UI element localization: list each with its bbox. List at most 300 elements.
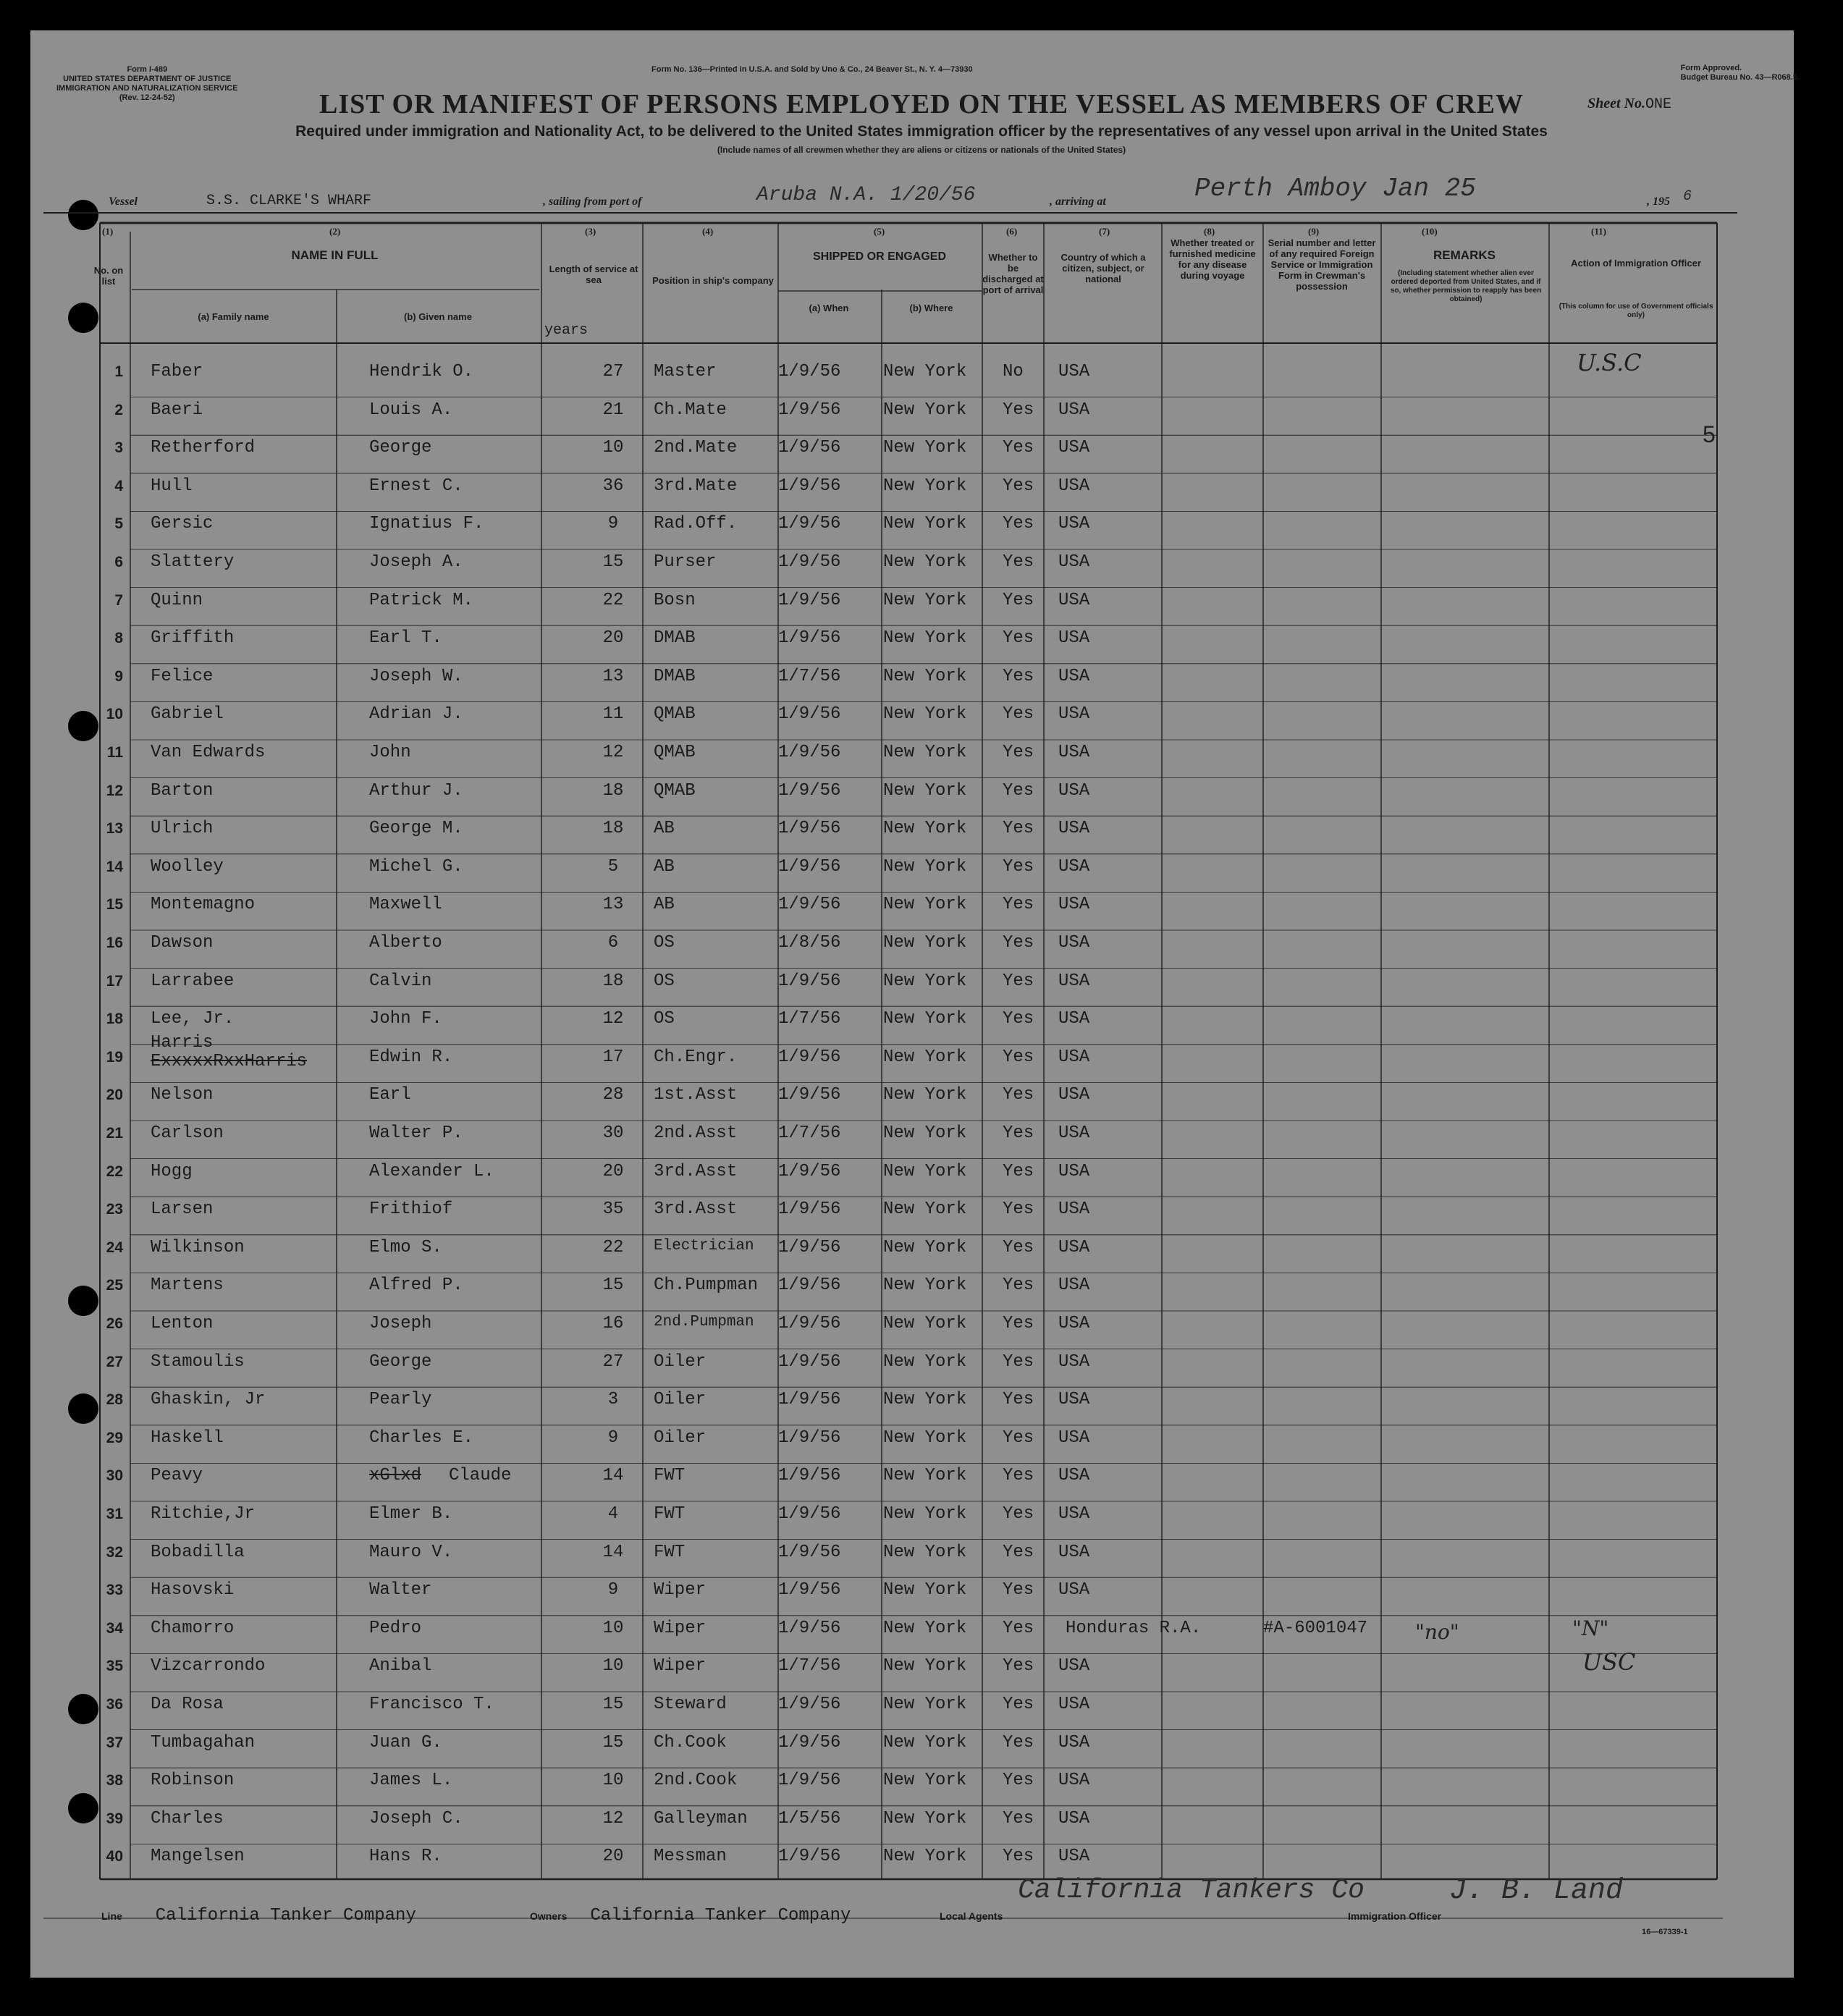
page-title: LIST OR MANIFEST OF PERSONS EMPLOYED ON THE VESSEL AS MEMBERS OF CREW [319, 89, 1524, 119]
crew-years: 30 [602, 1123, 624, 1143]
crew-shipped-where: New York [883, 1618, 967, 1638]
crew-position: QMAB [654, 780, 696, 801]
crew-shipped-when: 1/9/56 [778, 1771, 841, 1791]
struck-family-name: ExxxxxRxxHarris [151, 1051, 308, 1071]
row-number: 37 [106, 1734, 123, 1751]
crew-country: USA [1058, 1123, 1090, 1143]
row-number: 9 [114, 667, 123, 685]
owners-label: Owners [530, 1910, 568, 1922]
crew-discharged: Yes [1003, 1314, 1034, 1333]
crew-row [101, 1420, 1737, 1457]
header-shipped: SHIPPED OR ENGAGED [812, 250, 947, 263]
crew-family-name: Haskell [151, 1427, 224, 1448]
crew-family-name: Lenton [151, 1314, 214, 1333]
crew-position: Wiper [654, 1618, 707, 1638]
crew-position: Rad.Off. [654, 514, 738, 534]
crew-discharged: Yes [1003, 1275, 1034, 1296]
crew-position: Messman [654, 1847, 727, 1867]
crew-family-name: Tumbagahan [151, 1732, 256, 1753]
crew-position: Ch.Mate [654, 400, 727, 420]
crew-given-name: Mauro V. [369, 1542, 453, 1562]
row-number: 26 [106, 1315, 123, 1332]
crew-given-name: Francisco T. [369, 1695, 494, 1714]
crew-given-name: Louis A. [369, 400, 453, 420]
crew-country: USA [1058, 1009, 1090, 1029]
crew-years: 28 [602, 1085, 624, 1105]
crew-years: 14 [602, 1542, 624, 1562]
crew-shipped-when: 1/9/56 [778, 1695, 841, 1714]
col-num: (1) [102, 226, 114, 237]
crew-family-name: Robinson [151, 1771, 235, 1791]
crew-family-name: Quinn [151, 590, 203, 610]
crew-country: USA [1058, 1351, 1090, 1372]
row-number: 4 [114, 477, 123, 494]
row-number: 8 [114, 630, 123, 647]
crew-position: Oiler [654, 1427, 707, 1448]
crew-shipped-where: New York [883, 819, 967, 839]
year-value: 6 [1683, 188, 1692, 205]
crew-shipped-where: New York [883, 1314, 967, 1333]
crew-years: 9 [607, 514, 619, 534]
crew-years: 9 [607, 1580, 619, 1600]
crew-row [101, 392, 1737, 429]
crew-family-name: Gersic [151, 514, 214, 534]
crew-family-name: Wilkinson [151, 1237, 245, 1257]
crew-position: FWT [654, 1542, 686, 1562]
crew-shipped-when: 1/9/56 [778, 1466, 841, 1486]
crew-row [101, 1457, 1737, 1495]
budget-bureau: Budget Bureau No. 43—R068.5. [1680, 73, 1800, 82]
crew-shipped-where: New York [883, 971, 967, 991]
crew-given-name: Calvin [369, 971, 432, 991]
crew-shipped-where: New York [883, 780, 967, 801]
crew-given-name: Pearly [369, 1390, 432, 1410]
crew-country: USA [1058, 400, 1090, 420]
crew-discharged: Yes [1003, 1847, 1034, 1867]
crew-discharged: Yes [1003, 1580, 1034, 1600]
printer-note: Form No. 136—Printed in U.S.A. and Sold by Uno & Co., 24 Beaver St., N. Y. 4—73930 [651, 65, 973, 74]
line-value: California Tanker Company [155, 1906, 416, 1926]
crew-row [101, 848, 1737, 886]
crew-shipped-where: New York [883, 1275, 967, 1296]
crew-years: 21 [602, 400, 624, 420]
crew-country: USA [1058, 895, 1090, 915]
crew-shipped-when: 1/9/56 [778, 780, 841, 801]
sheet-value: ONE [1645, 96, 1672, 113]
crew-years: 20 [602, 628, 624, 649]
crew-shipped-when: 1/9/56 [778, 1275, 841, 1296]
col-num: (7) [1099, 226, 1110, 237]
row-number: 25 [106, 1277, 123, 1294]
crew-given-name: George [369, 438, 432, 458]
crew-position: 3rd.Asst [654, 1161, 738, 1181]
crew-family-name: Faber [151, 362, 203, 381]
header-no: No. on list [93, 265, 124, 287]
crew-shipped-where: New York [883, 856, 967, 877]
vessel-name: S.S. CLARKE'S WHARF [206, 193, 372, 209]
department: UNITED STATES DEPARTMENT OF JUSTICE [63, 75, 232, 83]
crew-family-name: Da Rosa [151, 1695, 224, 1714]
crew-given-name: Michel G. [369, 856, 463, 877]
crew-family-name: Chamorro [151, 1618, 235, 1638]
crew-family-name: Hasovski [151, 1580, 235, 1600]
row-number: 15 [106, 896, 123, 914]
crew-family-name: Harris [151, 1032, 214, 1053]
officer-label: Immigration Officer [1348, 1910, 1442, 1922]
crew-given-name: George [369, 1351, 432, 1372]
crew-family-name: Martens [151, 1275, 224, 1296]
crew-shipped-when: 1/9/56 [778, 1504, 841, 1524]
crew-family-name: Gabriel [151, 704, 224, 725]
crew-family-name: Griffith [151, 628, 235, 649]
crew-position: DMAB [654, 666, 696, 686]
crew-years: 20 [602, 1847, 624, 1867]
row-number: 29 [106, 1429, 123, 1446]
header-family: (a) Family name [198, 311, 269, 322]
crew-position: 1st.Asst [654, 1085, 738, 1105]
crew-family-name: Ritchie,Jr [151, 1504, 256, 1524]
crew-position: AB [654, 895, 675, 915]
crew-years: 10 [602, 1656, 624, 1677]
crew-position: 2nd.Asst [654, 1123, 738, 1143]
row-number: 34 [106, 1619, 123, 1637]
crew-row [101, 582, 1737, 620]
crew-shipped-where: New York [883, 1009, 967, 1029]
crew-discharged: No [1003, 362, 1024, 381]
crew-family-name: Hull [151, 476, 193, 496]
crew-years: 27 [602, 1351, 624, 1372]
crew-shipped-when: 1/7/56 [778, 1656, 841, 1677]
crew-shipped-when: 1/9/56 [778, 895, 841, 915]
crew-discharged: Yes [1003, 1656, 1034, 1677]
row-number: 23 [106, 1201, 123, 1218]
crew-position: Master [654, 362, 717, 381]
annotation-action: "N" [1572, 1616, 1609, 1640]
crew-family-name: Slattery [151, 552, 235, 572]
crew-years: 10 [602, 438, 624, 458]
crew-shipped-when: 1/7/56 [778, 666, 841, 686]
crew-discharged: Yes [1003, 552, 1034, 572]
crew-family-name: Felice [151, 666, 214, 686]
crew-discharged: Yes [1003, 1771, 1034, 1791]
crew-years: 13 [602, 666, 624, 686]
crew-discharged: Yes [1003, 400, 1034, 420]
crew-shipped-where: New York [883, 1161, 967, 1181]
crew-country: USA [1058, 1275, 1090, 1296]
crew-shipped-when: 1/9/56 [778, 590, 841, 610]
crew-shipped-when: 1/9/56 [778, 1085, 841, 1105]
crew-row [101, 1267, 1737, 1304]
crew-shipped-where: New York [883, 1123, 967, 1143]
crew-years: 15 [602, 1695, 624, 1714]
crew-row [101, 1800, 1737, 1838]
revision: (Rev. 12-24-52) [119, 93, 175, 102]
crew-position: Bosn [654, 590, 696, 610]
crew-country: USA [1058, 552, 1090, 572]
crew-row [101, 734, 1737, 772]
crew-country: USA [1058, 780, 1090, 801]
crew-row [101, 772, 1737, 810]
crew-years: 17 [602, 1047, 624, 1067]
crew-row [101, 1686, 1737, 1724]
crew-given-name: Patrick M. [369, 590, 474, 610]
crew-position: FWT [654, 1466, 686, 1486]
service: IMMIGRATION AND NATURALIZATION SERVICE [56, 84, 238, 93]
required-statement: Required under immigration and Nationality Act, to be delivered to the United States immigration officer by the representatives of any vessel upon arrival in the United States [295, 123, 1548, 140]
annotation-remark: "no" [1415, 1620, 1459, 1644]
crew-shipped-when: 1/9/56 [778, 819, 841, 839]
crew-given-name: Ernest C. [369, 476, 463, 496]
crew-shipped-where: New York [883, 476, 967, 496]
crew-years: 27 [602, 362, 624, 381]
row-number: 14 [106, 858, 123, 875]
crew-position: Ch.Pumpman [654, 1275, 759, 1296]
crew-years: 18 [602, 819, 624, 839]
crew-shipped-when: 1/9/56 [778, 1047, 841, 1067]
crew-country: USA [1058, 971, 1090, 991]
crew-discharged: Yes [1003, 933, 1034, 953]
crew-discharged: Yes [1003, 1390, 1034, 1410]
crew-shipped-when: 1/7/56 [778, 1123, 841, 1143]
crew-discharged: Yes [1003, 1199, 1034, 1220]
crew-shipped-when: 1/9/56 [778, 628, 841, 649]
crew-shipped-when: 1/9/56 [778, 1580, 841, 1600]
header-given: (b) Given name [404, 311, 472, 322]
crew-shipped-where: New York [883, 1047, 967, 1067]
crew-shipped-where: New York [883, 1466, 967, 1486]
crew-row [101, 1076, 1737, 1114]
row-number: 24 [106, 1239, 123, 1256]
crew-discharged: Yes [1003, 1161, 1034, 1181]
crew-given-name: Adrian J. [369, 704, 463, 725]
crew-shipped-when: 1/9/56 [778, 400, 841, 420]
crew-family-name: Stamoulis [151, 1351, 245, 1372]
crew-position: Ch.Cook [654, 1732, 727, 1753]
col-num: (4) [702, 226, 714, 237]
crew-country: USA [1058, 1161, 1090, 1181]
crew-years: 4 [607, 1504, 619, 1524]
crew-country: USA [1058, 743, 1090, 762]
crew-position: QMAB [654, 704, 696, 725]
crew-row [101, 696, 1737, 733]
crew-shipped-when: 1/9/56 [778, 1390, 841, 1410]
crew-family-name: Ulrich [151, 819, 214, 839]
footer-owners [530, 1905, 851, 1926]
crew-given-name: Joseph C. [369, 1808, 463, 1829]
crew-years: 22 [602, 590, 624, 610]
crew-position: 3rd.Asst [654, 1199, 738, 1220]
crew-country: USA [1058, 514, 1090, 534]
crew-years: 18 [602, 780, 624, 801]
crew-discharged: Yes [1003, 666, 1034, 686]
crew-row [101, 1153, 1737, 1191]
sheet-label: Sheet No. [1587, 96, 1645, 111]
crew-discharged: Yes [1003, 1047, 1034, 1067]
row-number: 10 [106, 706, 123, 723]
crew-given-name: John [369, 743, 411, 762]
crew-given-name: Alfred P. [369, 1275, 463, 1296]
row-number: 27 [106, 1353, 123, 1370]
crew-discharged: Yes [1003, 1618, 1034, 1638]
crew-country: USA [1058, 1847, 1090, 1867]
crew-row [101, 620, 1737, 657]
crew-discharged: Yes [1003, 743, 1034, 762]
crew-position: Steward [654, 1695, 727, 1714]
crew-given-name: Walter P. [369, 1123, 463, 1143]
crew-discharged: Yes [1003, 1085, 1034, 1105]
crew-family-name: Lee, Jr. [151, 1009, 235, 1029]
crew-family-name: Barton [151, 780, 214, 801]
crew-row [101, 810, 1737, 848]
crew-shipped-when: 1/9/56 [778, 438, 841, 458]
crew-row [101, 1838, 1737, 1876]
crew-country: USA [1058, 704, 1090, 725]
crew-position: AB [654, 819, 675, 839]
row-number: 20 [106, 1087, 123, 1104]
crew-shipped-when: 1/9/56 [778, 514, 841, 534]
crew-given-name: Claude [449, 1466, 512, 1486]
crew-discharged: Yes [1003, 819, 1034, 839]
crew-shipped-where: New York [883, 1085, 967, 1105]
crew-position: 2nd.Cook [654, 1771, 738, 1791]
crew-years: 22 [602, 1237, 624, 1257]
vessel-label: Vessel [109, 195, 138, 208]
crew-discharged: Yes [1003, 780, 1034, 801]
crew-shipped-when: 1/9/56 [778, 1161, 841, 1181]
crew-country: USA [1058, 666, 1090, 686]
crew-years: 6 [607, 933, 619, 953]
crew-shipped-when: 1/9/56 [778, 1351, 841, 1372]
crew-shipped-where: New York [883, 438, 967, 458]
crew-discharged: Yes [1003, 856, 1034, 877]
crew-position: QMAB [654, 743, 696, 762]
crew-country: USA [1058, 1504, 1090, 1524]
annotation-usc: U.S.C [1577, 349, 1642, 376]
crew-row [101, 1032, 1737, 1076]
crew-shipped-where: New York [883, 1808, 967, 1829]
crew-years: 15 [602, 552, 624, 572]
crew-row [101, 1115, 1737, 1152]
crew-discharged: Yes [1003, 590, 1034, 610]
header-country: Country of which a citizen, subject, or national [1060, 252, 1146, 284]
crew-given-name: Juan G. [369, 1732, 442, 1753]
crew-row [101, 1762, 1737, 1800]
row-number: 22 [106, 1163, 123, 1180]
crew-shipped-when: 1/8/56 [778, 933, 841, 953]
crew-country: USA [1058, 1771, 1090, 1791]
owners-value: California Tanker Company [590, 1906, 851, 1926]
crew-years: 18 [602, 971, 624, 991]
crew-row [101, 429, 1737, 467]
crew-shipped-where: New York [883, 1847, 967, 1867]
crew-country: USA [1058, 933, 1090, 953]
crew-country: USA [1058, 1732, 1090, 1753]
crew-family-name: Montemagno [151, 895, 256, 915]
crew-discharged: Yes [1003, 476, 1034, 496]
row-number: 1 [114, 363, 123, 380]
crew-country: USA [1058, 476, 1090, 496]
row-number: 19 [106, 1048, 123, 1066]
crew-row [101, 505, 1737, 543]
col-num: (3) [585, 226, 596, 237]
header-name: NAME IN FULL [291, 248, 379, 262]
row-number: 30 [106, 1467, 123, 1485]
crew-discharged: Yes [1003, 1427, 1034, 1448]
row-number: 40 [106, 1848, 123, 1865]
row-number: 11 [106, 744, 123, 761]
crew-years: 16 [602, 1314, 624, 1333]
crew-family-name: Hogg [151, 1161, 193, 1181]
crew-family-name: Retherford [151, 438, 256, 458]
col-num: (2) [329, 226, 341, 237]
arriving-label: , arriving at [1050, 195, 1106, 208]
agents-label: Local Agents [940, 1910, 1003, 1922]
crew-given-name: Earl T. [369, 628, 442, 649]
crew-country: USA [1058, 1085, 1090, 1105]
crew-shipped-where: New York [883, 704, 967, 725]
crew-country: USA [1058, 1542, 1090, 1562]
crew-given-name: Edwin R. [369, 1047, 453, 1067]
row-number: 2 [114, 401, 123, 418]
crew-shipped-where: New York [883, 1732, 967, 1753]
crew-country: USA [1058, 1427, 1090, 1448]
crew-years: 11 [602, 704, 624, 725]
crew-years: 13 [602, 895, 624, 915]
crew-shipped-where: New York [883, 1771, 967, 1791]
crew-given-name: Joseph W. [369, 666, 463, 686]
crew-family-name: Carlson [151, 1123, 224, 1143]
crew-country: USA [1058, 1808, 1090, 1829]
crew-discharged: Yes [1003, 514, 1034, 534]
crew-row [101, 468, 1737, 505]
line-label: Line [101, 1910, 122, 1922]
crew-row [101, 658, 1737, 696]
col-num: (11) [1591, 226, 1606, 237]
crew-shipped-when: 1/7/56 [778, 1009, 841, 1029]
crew-given-name: Ignatius F. [369, 514, 484, 534]
crew-position: OS [654, 1009, 675, 1029]
crew-shipped-where: New York [883, 590, 967, 610]
crew-country: USA [1058, 438, 1090, 458]
crew-given-name: Elmo S. [369, 1237, 442, 1257]
crew-country: USA [1058, 819, 1090, 839]
crew-row [101, 1496, 1737, 1533]
crew-shipped-when: 1/9/56 [778, 1732, 841, 1753]
crew-given-name: Hendrik O. [369, 362, 474, 381]
crew-shipped-where: New York [883, 552, 967, 572]
crew-discharged: Yes [1003, 971, 1034, 991]
footer-line [101, 1905, 416, 1926]
crew-years: 5 [607, 856, 619, 877]
crew-discharged: Yes [1003, 704, 1034, 725]
crew-row [101, 1305, 1737, 1343]
crew-shipped-when: 1/9/56 [778, 476, 841, 496]
row-number: 38 [106, 1772, 123, 1789]
crew-row [101, 963, 1737, 1000]
crew-shipped-when: 1/9/56 [778, 552, 841, 572]
crew-years: 15 [602, 1732, 624, 1753]
crew-country: USA [1058, 1314, 1090, 1333]
crew-position: Oiler [654, 1390, 707, 1410]
col-num: (8) [1204, 226, 1215, 237]
crew-country: USA [1058, 1047, 1090, 1067]
row-number: 13 [106, 820, 123, 838]
crew-family-name: Baeri [151, 400, 203, 420]
row-number: 17 [106, 972, 123, 990]
crew-row [101, 924, 1737, 962]
crew-family-name: Dawson [151, 933, 214, 953]
crew-country: USA [1058, 1695, 1090, 1714]
